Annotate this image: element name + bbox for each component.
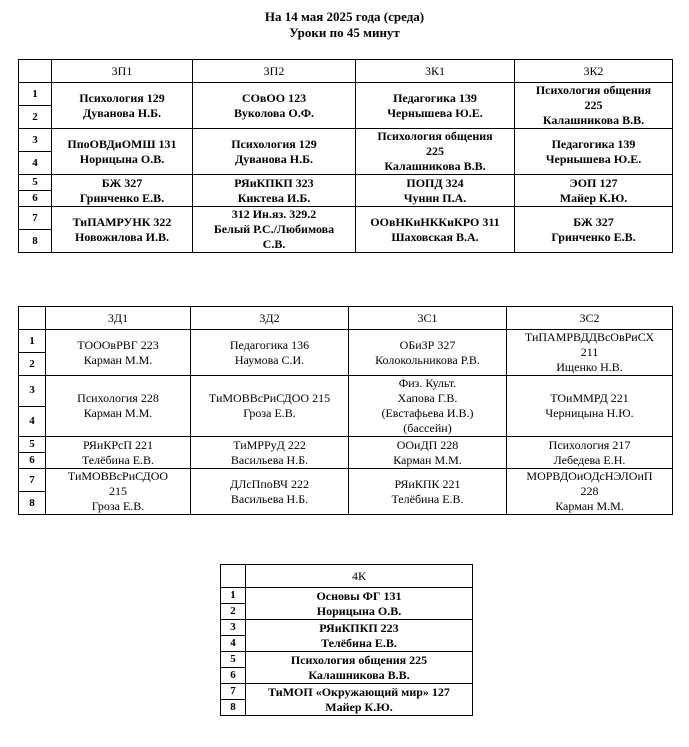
lesson-line: Психология общения 225 — [290, 652, 428, 667]
lesson-cell — [515, 129, 673, 175]
corner-cell — [221, 565, 246, 588]
corner-cell — [19, 307, 46, 330]
lesson-line: Майер К.Ю. — [325, 699, 393, 714]
lesson-line: Педагогика 136 — [229, 337, 310, 352]
lesson-row — [221, 620, 473, 636]
lesson-line: Психология общения — [535, 83, 652, 97]
lesson-number: 3 — [221, 620, 246, 636]
lesson-line: ТиПАМРВДДВсОвРиСХ — [524, 330, 655, 344]
schedule-date: На 14 мая 2025 года (среда) — [264, 9, 425, 24]
lesson-line: Дуванова Н.Б. — [234, 151, 314, 166]
schedule-table-1 — [18, 59, 673, 253]
lesson-cell — [515, 83, 673, 129]
lesson-row — [221, 652, 473, 668]
lesson-cell — [46, 376, 191, 437]
lesson-cell — [515, 207, 673, 253]
lesson-line: Психология 129 — [79, 90, 165, 105]
lesson-cell — [349, 437, 507, 469]
lesson-number: 2 — [19, 106, 52, 129]
lesson-number: 5 — [221, 652, 246, 668]
lesson-cell — [349, 330, 507, 376]
lesson-number: 8 — [19, 230, 52, 253]
lesson-line: Карман М.М. — [83, 406, 153, 420]
lesson-line: РЯиКПК 221 — [394, 476, 461, 491]
lesson-number: 5 — [19, 437, 46, 453]
lesson-cell — [46, 469, 191, 515]
lesson-line: ДЛсПпоВЧ 222 — [230, 476, 309, 491]
lesson-number: 1 — [19, 83, 52, 106]
lesson-row — [19, 83, 673, 106]
lesson-line: Дуванова Н.Б. — [82, 105, 162, 120]
lesson-line: Педагогика 139 — [393, 90, 477, 105]
lesson-line: С.В. — [262, 237, 286, 251]
lesson-cell — [246, 652, 473, 684]
lesson-line: Телёбина Е.В. — [81, 452, 155, 467]
lesson-row — [19, 330, 673, 353]
lesson-line: 215 — [109, 484, 127, 498]
lesson-line: Белый Р.С./Любимова — [213, 222, 335, 236]
lesson-cell — [349, 469, 507, 515]
group-header-row — [221, 565, 473, 588]
lesson-cell — [191, 437, 349, 469]
schedule-table-2 — [18, 306, 673, 515]
lesson-cell — [246, 588, 473, 620]
lesson-line: Гроза Е.В. — [91, 499, 145, 513]
lesson-cell — [191, 376, 349, 437]
lesson-cell — [349, 376, 507, 437]
lesson-line: 211 — [580, 345, 599, 359]
lesson-number: 8 — [221, 700, 246, 716]
lesson-line: МОРВДОиОДсНЭЛОиП — [526, 469, 653, 483]
lesson-number: 6 — [19, 453, 46, 469]
lesson-cell — [46, 330, 191, 376]
lesson-row — [19, 437, 673, 453]
lesson-duration: Уроки по 45 минут — [289, 25, 400, 40]
lesson-line: Физ. Культ. — [398, 376, 457, 390]
lesson-line: Калашникова В.В. — [384, 159, 486, 173]
lesson-number: 7 — [19, 469, 46, 492]
lesson-number: 6 — [19, 191, 52, 207]
lesson-line: ТиМОП «Окружающий мир» 127 — [268, 684, 450, 699]
lesson-line: РЯиКПКП 323 — [234, 175, 314, 190]
lesson-line: Психология общения — [377, 129, 493, 143]
lesson-line: Карман М.М. — [555, 499, 624, 513]
schedule-table-3 — [220, 564, 473, 716]
lesson-line: Колокольникова Р.В. — [375, 352, 480, 367]
lesson-line: Педагогика 139 — [551, 136, 636, 151]
lesson-number: 2 — [221, 604, 246, 620]
lesson-line: (Евстафьева И.В.) — [381, 406, 474, 420]
lesson-line: Чернышева Ю.Е. — [545, 151, 642, 166]
lesson-row — [19, 129, 673, 152]
lesson-number: 3 — [19, 129, 52, 152]
lesson-line: Карман М.М. — [83, 352, 153, 367]
lesson-row — [19, 469, 673, 492]
lesson-number: 3 — [19, 376, 46, 407]
lesson-line: Черницына Н.Ю. — [545, 406, 634, 420]
lesson-line: ТиМРРуД 222 — [233, 437, 306, 452]
group-name: 3К2 — [515, 60, 673, 83]
lesson-line: Гринченко Е.В. — [79, 190, 165, 205]
lesson-number: 7 — [19, 207, 52, 230]
lesson-line: Новожилова И.В. — [74, 229, 169, 244]
lesson-line: Хапова Г.В. — [397, 391, 458, 405]
lesson-line: РЯиКРсП 221 — [82, 437, 153, 452]
lesson-cell — [193, 207, 356, 253]
lesson-row — [19, 207, 673, 230]
lesson-cell — [46, 437, 191, 469]
lesson-cell — [52, 207, 193, 253]
lesson-line: ТОООвРВГ 223 — [77, 337, 159, 352]
lesson-line: Норицына О.В. — [316, 603, 402, 618]
lesson-cell — [191, 330, 349, 376]
lesson-line: Калашникова В.В. — [542, 113, 645, 127]
lesson-line: ТиМОВВсРиСДОО 215 — [208, 391, 331, 405]
lesson-line: Шаховская В.А. — [391, 229, 479, 244]
lesson-cell — [356, 207, 515, 253]
lesson-cell — [507, 437, 673, 469]
group-header-row — [19, 307, 673, 330]
lesson-line: Ищенко Н.В. — [556, 360, 623, 374]
group-name: 3Д2 — [191, 307, 349, 330]
lesson-line: СОвОО 123 — [241, 90, 307, 105]
lesson-cell — [191, 469, 349, 515]
lesson-row — [221, 588, 473, 604]
lesson-line: ПОПД 324 — [406, 175, 464, 190]
lesson-line: ООвНКиНККиКРО 311 — [370, 214, 500, 229]
lesson-cell — [507, 376, 673, 437]
lesson-line: 225 — [426, 144, 444, 158]
lesson-line: 228 — [580, 484, 599, 498]
lesson-line: 312 Ин.яз. 329.2 — [231, 207, 317, 221]
lesson-line: Психология 228 — [77, 391, 159, 405]
lesson-cell — [507, 469, 673, 515]
group-name: 3К1 — [356, 60, 515, 83]
lesson-line: Телёбина Е.В. — [391, 491, 464, 506]
lesson-cell — [507, 330, 673, 376]
group-name: 3С1 — [349, 307, 507, 330]
lesson-cell — [52, 129, 193, 175]
lesson-cell — [356, 83, 515, 129]
lesson-line: ТиПАМРУНК 322 — [72, 214, 172, 229]
lesson-line: РЯиКПКП 223 — [319, 620, 399, 635]
lesson-number: 4 — [19, 406, 46, 437]
lesson-cell — [193, 83, 356, 129]
lesson-number: 8 — [19, 492, 46, 515]
lesson-number: 4 — [221, 636, 246, 652]
lesson-row — [19, 175, 673, 191]
lesson-line: Васильева Н.Б. — [230, 491, 309, 506]
lesson-line: 225 — [584, 98, 603, 112]
lesson-line: Психология 217 — [548, 437, 631, 452]
group-name: 3П1 — [52, 60, 193, 83]
lesson-line: ПпоОВДиОМШ 131 — [67, 136, 177, 151]
lesson-number: 5 — [19, 175, 52, 191]
lesson-line: ЭОП 127 — [569, 175, 618, 190]
lesson-line: Лебедева Е.Н. — [553, 452, 626, 467]
lesson-row — [221, 684, 473, 700]
lesson-cell — [356, 175, 515, 207]
lesson-line: Калашникова В.В. — [308, 667, 410, 682]
lesson-line: БЖ 327 — [573, 214, 614, 229]
lesson-cell — [193, 175, 356, 207]
lesson-line: Киктева И.Б. — [237, 190, 311, 205]
lesson-line: Основы ФГ 131 — [316, 588, 402, 603]
group-name: 4К — [246, 565, 473, 588]
lesson-line: Гроза Е.В. — [243, 406, 296, 420]
lesson-line: Гринченко Е.В. — [551, 229, 636, 244]
lesson-line: (бассейн) — [403, 421, 452, 435]
lesson-cell — [193, 129, 356, 175]
group-header-row — [19, 60, 673, 83]
lesson-number: 6 — [221, 668, 246, 684]
lesson-cell — [246, 684, 473, 716]
group-name: 3С2 — [507, 307, 673, 330]
lesson-cell — [52, 83, 193, 129]
lesson-line: Норицына О.В. — [79, 151, 165, 166]
group-name: 3П2 — [193, 60, 356, 83]
lesson-line: Вуколова О.Ф. — [234, 105, 314, 120]
lesson-line: Психология 129 — [231, 136, 317, 151]
lesson-line: БЖ 327 — [101, 175, 143, 190]
lesson-number: 2 — [19, 353, 46, 376]
lesson-line: Васильева Н.Б. — [230, 452, 309, 467]
lesson-line: ОБиЗР 327 — [399, 337, 456, 352]
lesson-line: Карман М.М. — [393, 452, 462, 467]
lesson-line: Майер К.Ю. — [559, 190, 628, 205]
lesson-row — [19, 376, 673, 407]
lesson-number: 4 — [19, 152, 52, 175]
corner-cell — [19, 60, 52, 83]
lesson-cell — [515, 175, 673, 207]
lesson-line: ТОиММРД 221 — [550, 391, 629, 405]
lesson-number: 1 — [19, 330, 46, 353]
group-name: 3Д1 — [46, 307, 191, 330]
lesson-line: Чунин П.А. — [403, 190, 467, 205]
lesson-cell — [52, 175, 193, 207]
lesson-line: ООиДП 228 — [396, 437, 459, 452]
lesson-number: 7 — [221, 684, 246, 700]
lesson-cell — [356, 129, 515, 175]
lesson-line: Телёбина Е.В. — [321, 635, 397, 650]
lesson-line: ТиМОВВсРиСДОО — [67, 469, 169, 483]
lesson-line: Чернышева Ю.Е. — [387, 105, 483, 120]
lesson-cell — [246, 620, 473, 652]
lesson-line: Наумова С.И. — [234, 352, 305, 367]
lesson-number: 1 — [221, 588, 246, 604]
